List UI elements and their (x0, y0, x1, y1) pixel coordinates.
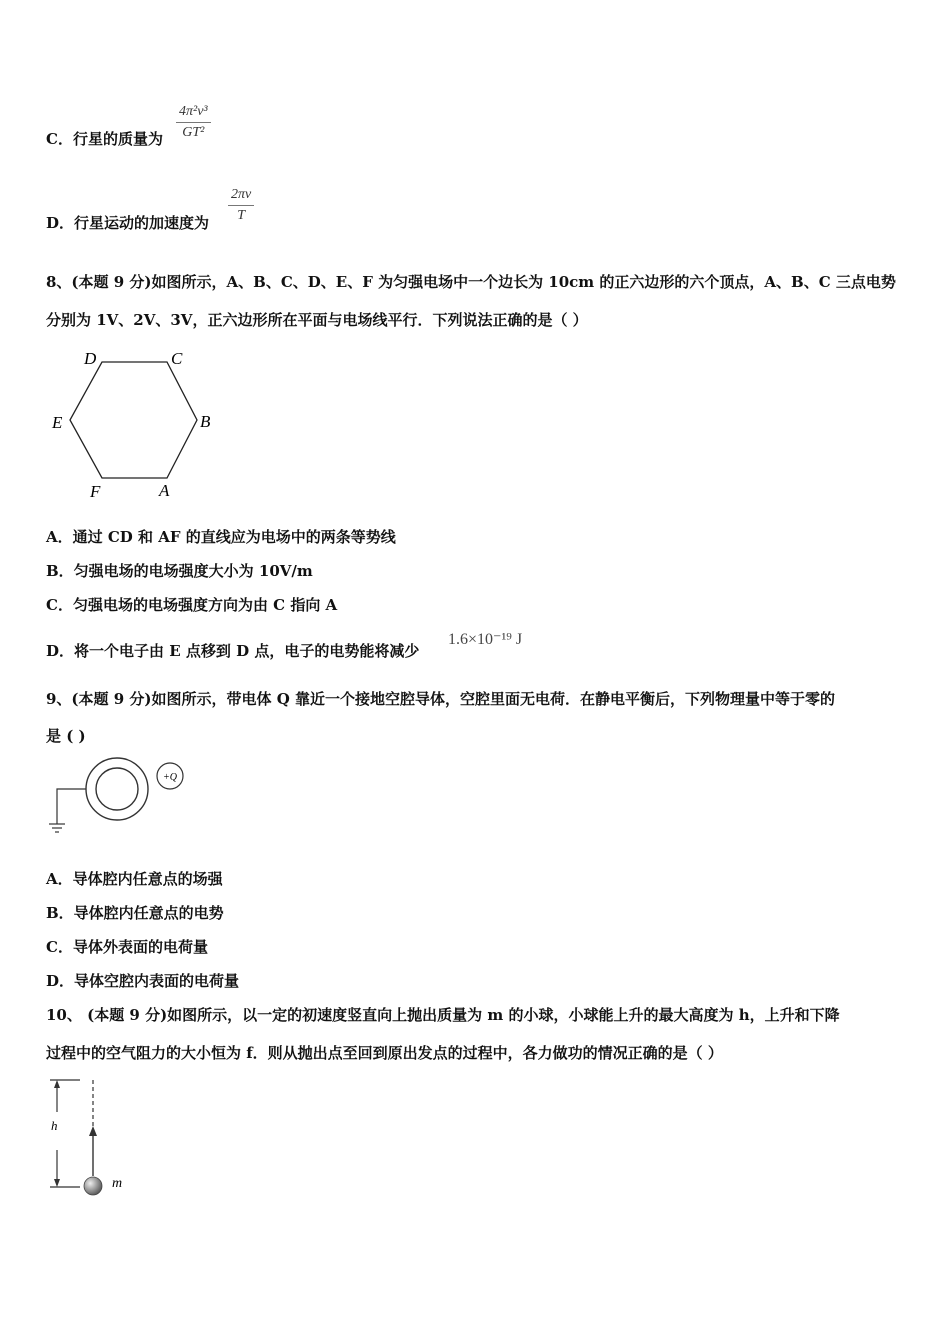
hexagon-figure (40, 340, 230, 505)
fraction-denominator: T (237, 208, 246, 223)
q7-option-d-fraction (228, 187, 254, 224)
q9-stem-line1: 9、(本题 9 分)如图所示，带电体 Q 靠近一个接地空腔导体，空腔里面无电荷．在静电平衡后，下列物理量中等于零的 (46, 690, 836, 708)
fraction-numerator: 2πv (231, 187, 252, 202)
q8-option-b[interactable]: B．匀强电场的电场强度大小为 10V/m (46, 562, 313, 580)
velocity-arrow-icon (89, 1126, 97, 1136)
ball-icon (84, 1177, 102, 1195)
vertex-label-b: B (200, 412, 211, 431)
q8-stem-line2: 分别为 1V、2V、3V，正六边形所在平面与电场线平行．下列说法正确的是（ ） (46, 311, 588, 329)
q10-stem-line1: 10、 (本题 9 分)如图所示，以一定的初速度竖直向上抛出质量为 m 的小球，小球能上升的最大高度为 h，上升和下降 (46, 1006, 840, 1024)
ground-wire (57, 789, 86, 824)
arrow-up-icon (54, 1080, 60, 1088)
vertex-label-e: E (52, 413, 63, 432)
vertex-label-a: A (159, 481, 170, 500)
q7-option-c[interactable]: C．行星的质量为 (46, 130, 163, 148)
q9-option-b[interactable]: B．导体腔内任意点的电势 (46, 904, 224, 922)
vertex-label-d: D (84, 349, 97, 368)
q8-stem-line1: 8、(本题 9 分)如图所示，A、B、C、D、E、F 为匀强电场中一个边长为 10cm 的正六边形的六个顶点，A、B、C 三点电势 (46, 273, 896, 291)
q7-option-d[interactable]: D．行星运动的加速度为 (46, 214, 210, 232)
hexagon-shape (70, 362, 197, 478)
q8-option-c[interactable]: C．匀强电场的电场强度方向为由 C 指向 A (46, 596, 338, 614)
q10-stem-line2: 过程中的空气阻力的大小恒为 f．则从抛出点至回到原出发点的过程中，各力做功的情况正确的是（ ） (46, 1044, 723, 1062)
charge-label: +Q (163, 772, 177, 783)
height-label: h (51, 1118, 58, 1133)
arrow-down-icon (54, 1179, 60, 1187)
q8-option-a[interactable]: A．通过 CD 和 AF 的直线应为电场中的两条等势线 (46, 528, 396, 546)
fraction-denominator: GT² (182, 125, 205, 140)
projectile-figure (40, 1072, 140, 1207)
conductor-inner-surface (96, 768, 138, 810)
q8-option-d[interactable]: D．将一个电子由 E 点移到 D 点，电子的电势能将减少 (46, 642, 420, 660)
fraction-numerator: 4π²v³ (179, 104, 208, 119)
q9-option-d[interactable]: D．导体空腔内表面的电荷量 (46, 972, 240, 990)
vertex-label-f: F (90, 482, 101, 501)
cavity-conductor-figure (40, 752, 200, 842)
q9-stem-line2: 是 ( ) (46, 727, 86, 745)
mass-label: m (112, 1176, 123, 1191)
q9-option-a[interactable]: A．导体腔内任意点的场强 (46, 870, 223, 888)
q7-option-c-fraction (176, 104, 211, 141)
q9-option-c[interactable]: C．导体外表面的电荷量 (46, 938, 208, 956)
vertex-label-c: C (171, 349, 183, 368)
q8-option-d-value: 1.6×10⁻¹⁹ J (448, 631, 523, 648)
